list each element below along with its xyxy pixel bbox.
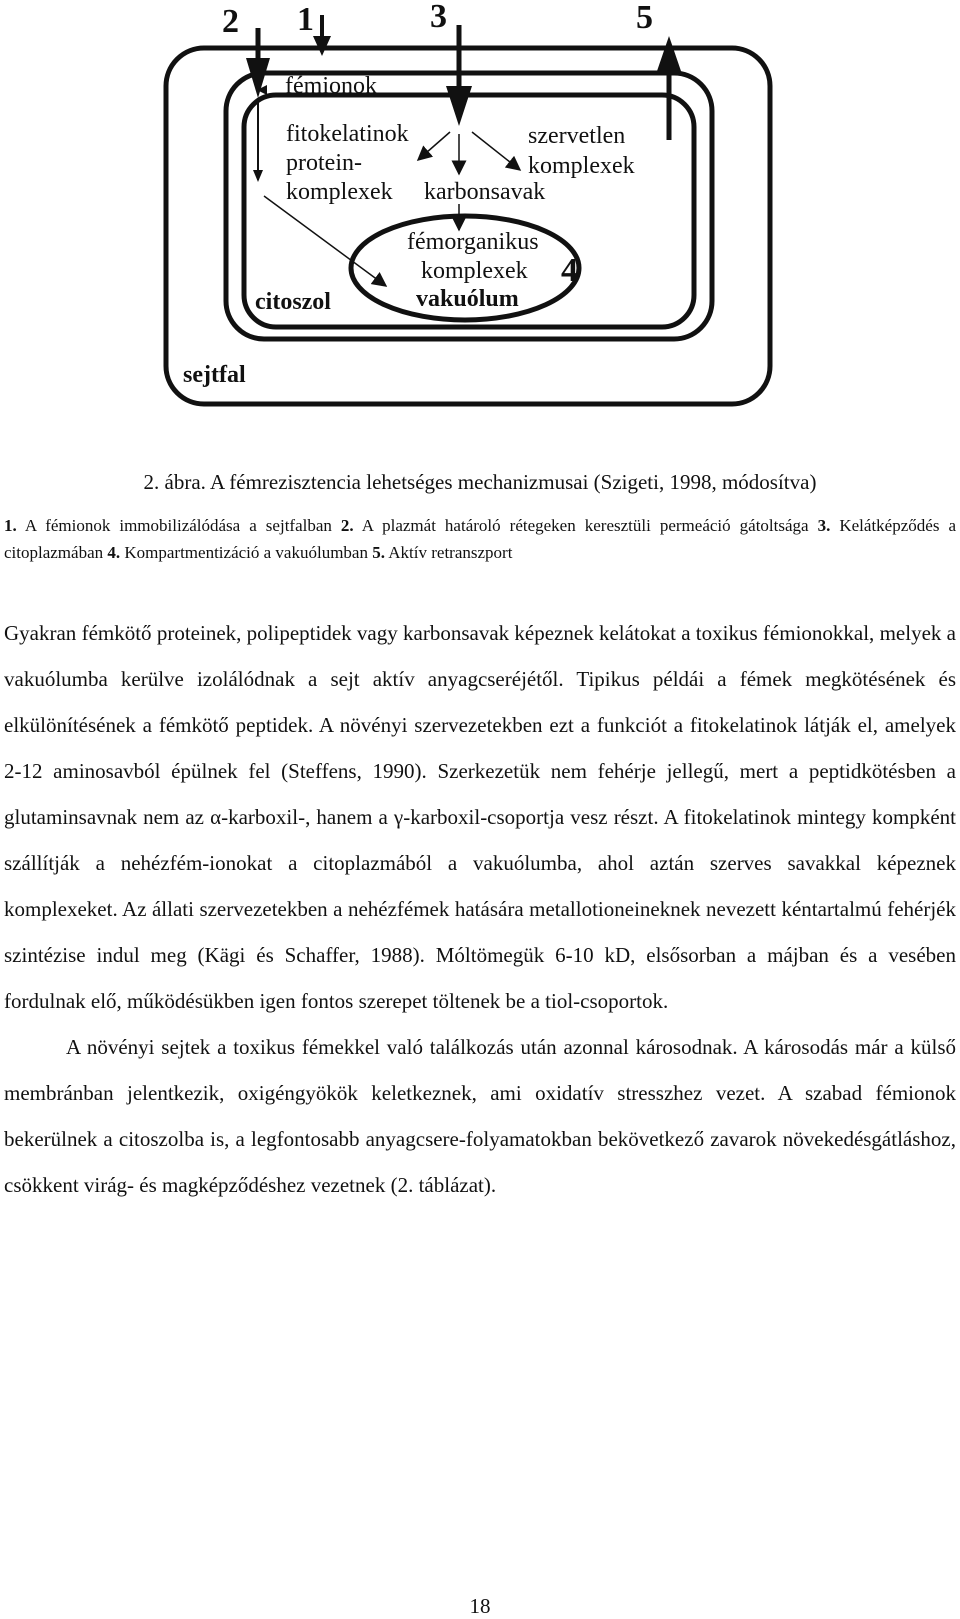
legend-num-4: 4. xyxy=(107,543,121,562)
figure-legend xyxy=(4,512,956,566)
arrow-3-head xyxy=(446,86,472,126)
label-number-3: 3 xyxy=(430,0,447,35)
legend-text-2: A plazmát határoló rétegeken keresztüli permeáció gátoltsága xyxy=(353,516,818,535)
label-komplexek-2: komplexek xyxy=(528,153,635,179)
label-protein: protein- xyxy=(286,150,362,176)
legend-num-2: 2. xyxy=(340,516,354,535)
label-number-1: 1 xyxy=(297,1,314,38)
label-szervetlen: szervetlen xyxy=(528,123,626,149)
label-fitokelatinok: fitokelatinok xyxy=(286,121,409,147)
label-citoszol: citoszol xyxy=(255,289,331,315)
body-text xyxy=(4,610,956,1208)
paragraph-1: Gyakran fémkötő proteinek, polipeptidek vagy karbonsavak képeznek kelátokat a toxikus fémionokkal, melyek a vakuólumba kerülve izolálódnak a sejt aktív anyagcseréjétől. Tipikus példái a fémek megkötésének és elkülönítésének a fémkötő peptidek. A növényi szervezetekben ezt a funkciót a fitokelatinok látják el, amelyek 2-12 aminosavból épülnek fel (Steffens, 1990). Szerkezetük nem fehérje jellegű, mert a peptidkötésben a glutaminsavnak nem az α-karboxil-, hanem a γ-karboxil-csoportja vesz részt. A fitokelatinok mintegy kompként szállítják a nehézfém-ionokat a citoplazmából a vakuólumba, ahol aztán szerves savakkal képeznek komplexeket. Az állati szervezetekben a nehézfémek hatására metallotioneineknek nevezett kéntartalmú fehérjék szintézise indul meg (Kägi és Schaffer, 1988). Móltömegük 6-10 kD, elsősorban a májban és a vesében fordulnak elő, működésükben igen fontos szerepet töltenek be a tiol-csoportok. xyxy=(4,621,956,1013)
legend-text-5: Aktív retranszport xyxy=(384,543,513,562)
legend-num-1: 1. xyxy=(4,516,17,535)
label-komplexek-3: komplexek xyxy=(421,258,528,284)
legend-num-3: 3. xyxy=(817,516,831,535)
label-number-4: 4 xyxy=(561,252,578,289)
arrow-to-fitokelatinok xyxy=(418,132,450,160)
label-number-2: 2 xyxy=(222,3,239,40)
label-karbonsavak: karbonsavak xyxy=(424,179,546,205)
arrow-5-head xyxy=(656,36,682,74)
arrow-2-small-head xyxy=(253,170,263,182)
figure-caption: 2. ábra. A fémrezisztencia lehetséges mechanizmusai (Szigeti, 1998, módosítva) xyxy=(143,470,817,494)
legend-text-3: Kelátképződés a citoplazmában xyxy=(4,516,956,562)
label-sejtfal: sejtfal xyxy=(183,362,246,388)
label-number-5: 5 xyxy=(636,0,653,36)
paragraph-2: A növényi sejtek a toxikus fémekkel való találkozás után azonnal károsodnak. A károsodás már a külső membránban jelentkezik, oxigéngyökök keletkeznek, ami oxidatív stresszhez vezet. A szabad fémionok bekerülnek a citoszolba is, a legfontosabb anyagcsere-folyamatokban bekövetkező zavarok növekedésgátláshoz, csökkent virág- és magképződéshez vezetnek (2. táblázat). xyxy=(4,1035,956,1197)
legend-text-1: A fémionok immobilizálódása a sejtfalban xyxy=(16,516,341,535)
label-vakuolum: vakuólum xyxy=(416,286,519,312)
label-femorganikus: fémorganikus xyxy=(407,229,539,255)
label-komplexek-1: komplexek xyxy=(286,179,393,205)
legend-text-4: Kompartmentizáció a vakuólumban xyxy=(120,543,373,562)
label-femionok: fémionok xyxy=(285,73,377,99)
legend-num-5: 5. xyxy=(372,543,385,562)
mechanism-diagram xyxy=(0,0,960,460)
arrow-to-szervetlen xyxy=(472,132,520,170)
page-number: 18 xyxy=(469,1594,491,1618)
